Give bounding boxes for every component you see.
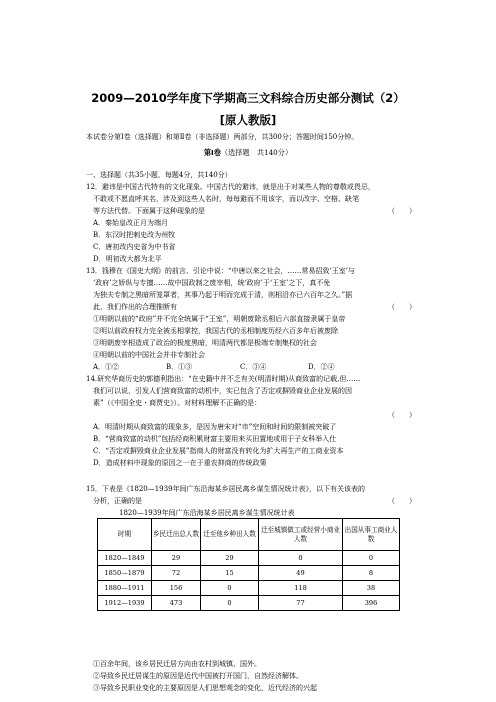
table-cell: 1912—1939 [98, 596, 152, 611]
table-cell: 1850—1879 [98, 566, 152, 581]
q14-option-a: A．明清时期从商致富的现象多，是因为唐宋对“市”空间和时间的限制被突破了 [93, 423, 337, 431]
q12-option-a: A．秦始皇改正月为端月 [93, 219, 169, 227]
q13-item-3: ③明朝废宰相造成了政治的极度黑暗，明清两代都是极端专制集权的社会 [93, 339, 317, 347]
exam-intro: 本试卷分第Ⅰ卷（选择题）和第Ⅱ卷（非选择题）两部分，共300分；答题时间150分钟。 [86, 133, 359, 141]
q14-line-1: 14.研究华商历史的郭德利指出：“在史籍中并不乏有关(明清时期)从商致富的记载,但…… [86, 375, 361, 383]
q13-option-a: A．①② [93, 363, 120, 371]
table-cell: 156 [152, 581, 201, 596]
q13-option-c: C．③④ [240, 363, 267, 371]
q13-line-3: 为独夫专制之黑暗所笼罩者，其事乃起于明而完成于清，则相沿亦已六百年之久。”据 [93, 291, 353, 299]
q12-answer-paren: （ ） [388, 207, 416, 215]
q12-line-2: 不敢或不愿直呼其名，涉及到这些人名时，每每避而不用该字，而以改字、空格、缺笔 [93, 195, 359, 203]
q13-option-b: B．①③ [166, 363, 193, 371]
table-cell: 15 [201, 566, 259, 581]
table-cell: 0 [201, 596, 259, 611]
table-caption: 1820—1939年间广东沿海某乡居民离乡谋生情况统计表 [119, 509, 295, 517]
volume-title: 第Ⅰ卷 [203, 148, 221, 157]
volume-heading [0, 148, 496, 158]
q14-line-3: 素”（《中国全史・商贾史》）。对材料理解不正确的是： [93, 399, 262, 407]
table-cell: 38 [343, 581, 400, 596]
table-cell: 29 [152, 551, 201, 566]
q12-option-b: B．东汉时把刺史改为州牧 [93, 231, 176, 239]
table-cell: 77 [259, 596, 343, 611]
table-cell: 29 [201, 551, 259, 566]
q13-line-1: 13．钱穆在《国史大纲》的前言、引论中说：“中唐以来之社会，……常易招致‘王室’与 [86, 267, 355, 275]
q15-line-1: 15．下表是《1820—1939年间广东沿海某乡居民离乡谋生情况统计表》，以下有关该表的 [86, 485, 366, 493]
table-cell: 1880—1911 [98, 581, 152, 596]
q13-item-4: ④明朝以前的中国社会并非专制社会 [93, 351, 205, 359]
q13-line-2: ‘政府’之娇纵与专擅……故中国政制之废宰相，统‘政府’于‘王室’之下，真不免 [93, 279, 331, 287]
q13-option-d: D．②④ [308, 363, 335, 371]
exam-title: 2009—2010学年度下学期高三文科综合历史部分测试（2） [91, 91, 405, 105]
q13-answer-paren: （ ） [388, 303, 416, 311]
table-cell: 8 [343, 566, 400, 581]
q13-line-4: 此，我们作出的合理推断有 [93, 303, 177, 311]
q15-line-2: 分析，正确的是 [93, 497, 142, 505]
table-cell: 1820—1849 [98, 551, 152, 566]
q14-option-c: C．“否定或摒毁商业企业发展”指商人的财富没有转化为扩大再生产的工商业资本 [93, 447, 344, 455]
q14-answer-paren: （ ） [388, 411, 416, 419]
table-header-town-work: 迁至城镇做工或经营小商业人数 [259, 519, 343, 551]
q12-option-d: D．明初改大都为北平 [93, 255, 162, 263]
section-heading: 一、选择题（共35小题，每题4分，共140分） [86, 171, 232, 179]
table-header-row [98, 519, 400, 551]
q13-item-2: ②明以前政府权力完全被丞相掌控，我国古代的丞相制度历经六百多年后被废除 [93, 327, 338, 335]
q14-option-b: B．“营商致富的动机”包括经商积累财富主要用来买田置地或用于子女科举入仕 [93, 435, 337, 443]
q15-answer-paren: （ ） [388, 497, 416, 505]
emigration-stats-table [97, 518, 400, 611]
table-cell: 0 [201, 581, 259, 596]
table-cell: 396 [343, 596, 400, 611]
q15-item-2: ②导致乡民迁居谋生的原因是近代中国被打开国门，自然经济解体。 [93, 672, 303, 680]
q13-item-1: ①明朝以前的“政府”并不完全统属于“王室”，明朝废除丞相后六部直接隶属于皇帝 [93, 315, 346, 323]
q12-line-3: 等方法代替。下面属于这种现象的是 [93, 207, 205, 215]
table-row [98, 596, 400, 611]
q15-item-3: ③导致乡民职业变化的主要原因是人们思想观念的变化，近代经济的兴起 [93, 684, 317, 692]
table-cell: 49 [259, 566, 343, 581]
q15-item-1: ①百余年间，该乡居民迁居方向由农村到城镇、国外。 [93, 660, 261, 668]
q14-option-d: D．造成材料中现象的原因之一在于重农抑商的传统政策 [93, 459, 267, 467]
table-cell: 473 [152, 596, 201, 611]
table-cell: 118 [259, 581, 343, 596]
table-header-farming: 迁至他乡种田人数 [201, 519, 259, 551]
table-cell: 0 [259, 551, 343, 566]
q12-option-c: C．唐初改内史省为中书省 [93, 243, 176, 251]
table-header-period: 时期 [98, 519, 152, 551]
edition-label: [原人教版] [219, 113, 277, 127]
table-header-abroad: 出国从事工商业人数 [343, 519, 400, 551]
table-row [98, 581, 400, 596]
table-cell: 0 [343, 551, 400, 566]
table-header-total: 乡民迁出总人数 [152, 519, 201, 551]
table-cell: 72 [152, 566, 201, 581]
q12-line-1: 12．避讳是中国古代特有的文化现象。中国古代的避讳，就是出于对某些人物的尊敬或畏忌， [86, 183, 375, 191]
table-row [98, 551, 400, 566]
table-row [98, 566, 400, 581]
volume-note: （选择题 共140分） [220, 148, 293, 157]
q14-line-2: 我们可以说，引发人们营商致富的动机中，实已包含了否定或摒毁商业企业发展的因 [93, 387, 352, 395]
